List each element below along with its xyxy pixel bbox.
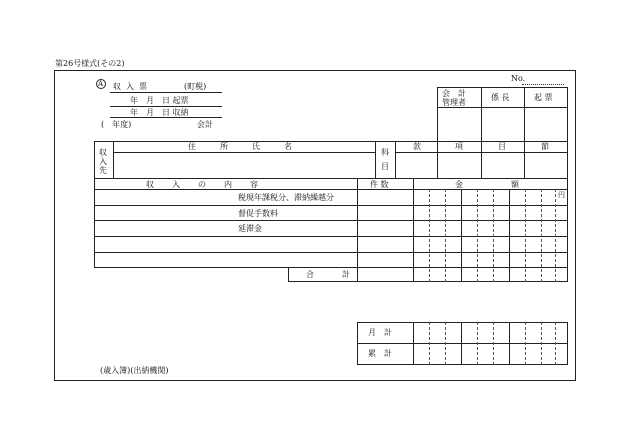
summary-digit-divider: [541, 322, 542, 365]
number-underline: [522, 84, 564, 85]
town-tax-label: (町税): [184, 82, 207, 91]
receipt-date-underline: [110, 117, 222, 118]
amount-digit-divider: [461, 189, 462, 282]
summary-digit-divider: [555, 322, 556, 365]
details-row-line-1: [94, 205, 568, 206]
budget-divider-1: [437, 141, 438, 179]
content-header: 収入の内容: [146, 180, 276, 189]
issuer-label: 起 票: [534, 93, 553, 102]
amount-digit-divider: [525, 189, 526, 282]
details-row-3: 延滞金: [238, 224, 262, 233]
fiscal-year-label: ( 年度): [101, 120, 132, 129]
details-row-1: 税現年課税分、滞納繰越分: [238, 193, 334, 202]
budget-divider-2: [481, 141, 482, 179]
amount-digit-divider: [555, 189, 556, 282]
details-row-2: 督促手数料: [238, 209, 278, 218]
amount-digit-divider: [509, 189, 510, 282]
count-header: 件 数: [370, 180, 389, 189]
chief-label: 係 長: [491, 93, 510, 102]
payer-subject-divider: [375, 141, 376, 179]
address-header-line: [113, 152, 375, 153]
stamp-letter: A: [98, 80, 104, 88]
amount-digit-divider: [541, 189, 542, 282]
number-label: No.: [511, 74, 526, 83]
payer-box: [94, 141, 568, 179]
amount-digit-divider: [445, 189, 446, 282]
summary-digit-divider: [509, 322, 510, 365]
moku-label: 目: [498, 142, 506, 151]
total-label: 合 計: [306, 270, 360, 279]
receipt-date-line: 年 月 日 収納: [130, 108, 189, 117]
footer-note: (歳入簿)(出納機関): [100, 366, 169, 375]
account-label: 会計: [197, 120, 213, 129]
summary-digit-divider: [525, 322, 526, 365]
summary-row-line: [357, 343, 568, 344]
accounting-manager-bottom: 管理者: [442, 98, 466, 107]
draft-date-line: 年 月 日 起票: [130, 96, 189, 105]
form-label: 第26号様式(その2): [55, 59, 125, 68]
summary-digit-divider: [493, 322, 494, 365]
approval-divider-1: [481, 87, 482, 142]
summary-digit-divider: [429, 322, 430, 365]
summary-digit-divider: [445, 322, 446, 365]
details-row-line-3: [94, 236, 568, 237]
total-amount-divider: [413, 268, 414, 282]
accounting-manager-top: 会 計: [442, 89, 466, 98]
amount-column-left: [413, 179, 414, 268]
payer-label-char-1: 収: [99, 148, 107, 157]
budget-divider-3: [524, 141, 525, 179]
setsu-label: 節: [541, 142, 549, 151]
summary-digit-divider: [461, 322, 462, 365]
amount-digit-divider: [477, 189, 478, 282]
address-name-header: 住 所 氏 名: [188, 142, 300, 151]
draft-date-underline: [110, 106, 222, 107]
yen-label: 円: [558, 191, 565, 199]
kou-label: 項: [455, 142, 463, 151]
summary-digit-divider: [477, 322, 478, 365]
payer-label-divider: [113, 141, 114, 179]
monthly-total-label: 月 計: [368, 328, 392, 337]
amount-digit-divider: [429, 189, 430, 282]
details-row-line-2: [94, 220, 568, 221]
payer-label-char-2: 入: [99, 157, 107, 166]
details-row-line-4: [94, 252, 568, 253]
cumulative-total-label: 累 計: [368, 349, 392, 358]
amount-header: 金 額: [455, 180, 539, 189]
subject-label-char-2: 目: [381, 162, 389, 171]
receipt-title: 収入票: [113, 82, 152, 91]
subject-label-divider: [395, 141, 396, 179]
payer-label-char-3: 先: [99, 166, 107, 175]
subject-label-char-1: 科: [381, 148, 389, 157]
count-column-left: [357, 179, 358, 268]
approval-divider-2: [524, 87, 525, 142]
summary-amount-left: [413, 322, 414, 365]
title-underline: [110, 92, 222, 93]
amount-digit-divider: [493, 189, 494, 282]
kan-label: 款: [413, 142, 421, 151]
